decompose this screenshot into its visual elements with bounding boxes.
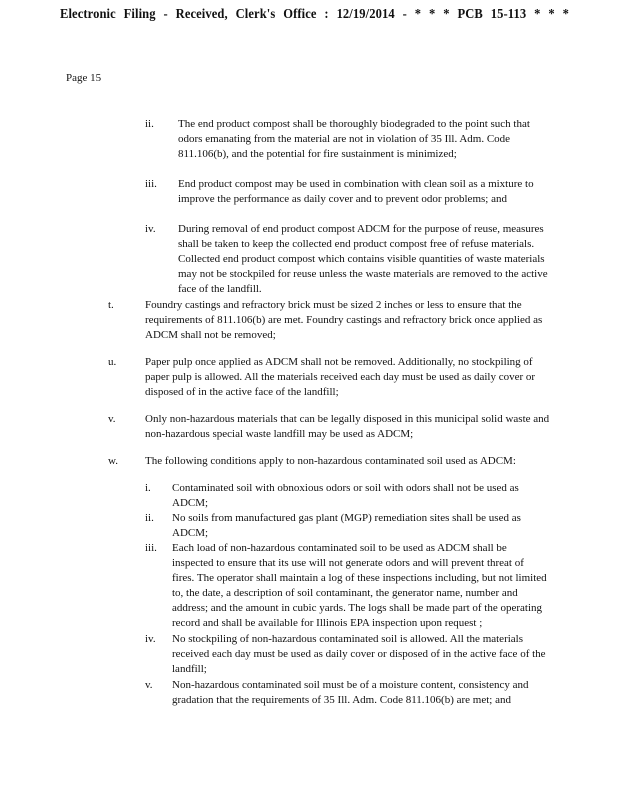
list-marker: t.	[108, 299, 114, 311]
list-marker: v.	[145, 679, 153, 691]
list-item: The following conditions apply to non-hazardous contaminated soil used as ADCM:	[145, 455, 516, 467]
filing-stamp-header: Electronic Filing - Received, Clerk's Office : 12/19/2014 - * * * PCB 15-113 * * *	[60, 6, 569, 21]
list-marker: ii.	[145, 118, 154, 130]
list-item: Non-hazardous contaminated soil must be of a moisture content, consistency and gradation that the requirements of 35 Ill. Adm. Code 811.106(b) are met; and	[172, 679, 529, 706]
list-item: End product compost may be used in combination with clean soil as a mixture to improve the performance as daily cover and to prevent odor problems; and	[178, 178, 534, 205]
list-marker: iii.	[145, 542, 157, 554]
list-item: Each load of non-hazardous contaminated soil to be used as ADCM shall be inspected to ensure that its use will not generate odors and will prevent threat of fires. The operator shall maintain a log of these inspections including, but not limited to, the date, a description of soil contaminant, the generator name, number and address; and the amount in cubic yards. The logs shall be made part of the operating record and shall be available for Illinois EPA inspection upon request ;	[172, 542, 547, 629]
list-marker: w.	[108, 455, 118, 467]
list-marker: i.	[145, 482, 151, 494]
list-marker: ii.	[145, 512, 154, 524]
list-marker: v.	[108, 413, 116, 425]
list-marker: iv.	[145, 633, 156, 645]
list-item: No stockpiling of non-hazardous contaminated soil is allowed. All the materials received each day must be used as daily cover or disposed of in the active face of the landfill;	[172, 633, 546, 675]
page-number: Page 15	[66, 72, 102, 84]
list-marker: iv.	[145, 223, 156, 235]
list-marker: u.	[108, 356, 117, 368]
list-item: Contaminated soil with obnoxious odors or soil with odors shall not be used as ADCM;	[172, 482, 519, 509]
list-item: During removal of end product compost ADCM for the purpose of reuse, measures shall be taken to keep the collected end product compost free of refuse materials. Collected end product compost which contains visible quantities of waste materials may not be stockpiled for reuse unless the waste materials are removed to the active face of the landfill.	[178, 223, 548, 295]
list-item: No soils from manufactured gas plant (MGP) remediation sites shall be used as ADCM;	[172, 512, 521, 539]
list-item: The end product compost shall be thoroughly biodegraded to the point such that odors emanating from the material are not in violation of 35 Ill. Adm. Code 811.106(b), and the potential for fire sustainment is minimized;	[178, 118, 530, 160]
list-marker: iii.	[145, 178, 157, 190]
list-item: Paper pulp once applied as ADCM shall not be removed. Additionally, no stockpiling of paper pulp is allowed. All the materials received each day must be used as daily cover or disposed of in the active face of the landfill;	[145, 356, 536, 398]
list-item: Only non-hazardous materials that can be legally disposed in this municipal solid waste and non-hazardous special waste landfill may be used as ADCM;	[145, 413, 550, 440]
list-item: Foundry castings and refractory brick must be sized 2 inches or less to ensure that the requirements of 811.106(b) are met. Foundry castings and refractory brick once applied as ADCM shall not be removed;	[145, 299, 543, 341]
